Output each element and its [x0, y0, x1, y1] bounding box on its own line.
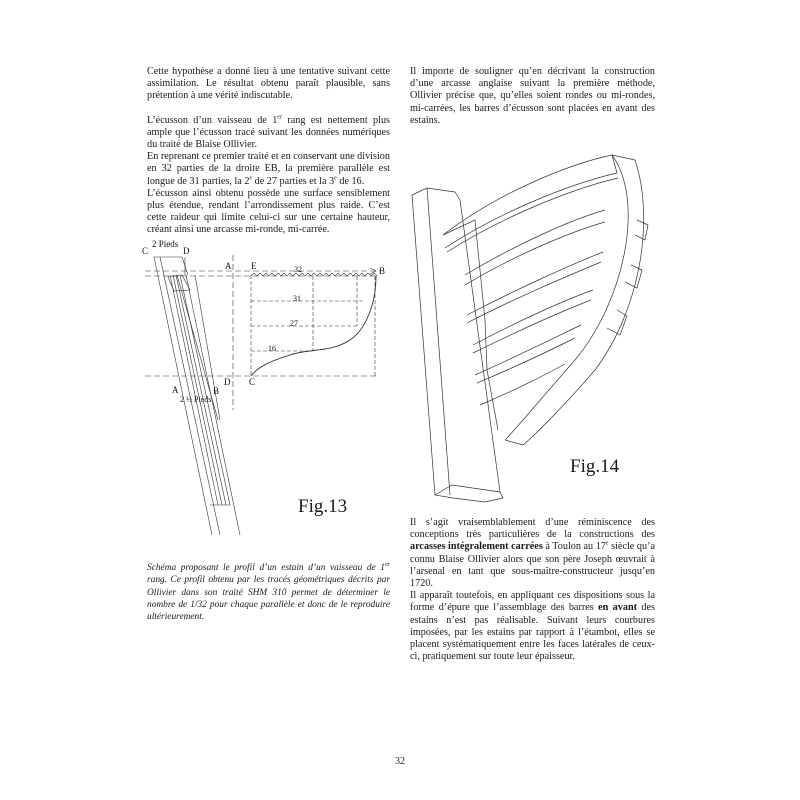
paragraph: Il apparaît toutefois, en appliquant ces dispositions sous la forme d’épure que l’assemblage des barres en avant des estains n’est pas réalisable. Suivant leurs courbures imposées, par les estains par rapport à l’étambot, elles se placent systématiquement entre les faces latérales de ceux-ci, pratiquement sur toute leur épaisseur. [410, 590, 655, 663]
paragraph: Cette hypothèse a donné lieu à une tentative suivant cette assimilation. Le résultat obtenu paraît plausible, sans prétention à une vérité indiscutable. [147, 66, 390, 102]
svg-text:32: 32 [294, 265, 302, 274]
svg-text:2 Pieds: 2 Pieds [152, 239, 179, 249]
left-column-text [147, 66, 390, 237]
right-column-text-top [410, 66, 655, 127]
svg-text:27: 27 [290, 319, 298, 328]
paragraph: Il s’agit vraisemblablement d’une réminiscence des conceptions très particulières de la constructions des arcasses intégralement carrées à Toulon au 17e siècle qu’a connu Blaise Ollivier alors que son père Joseph œuvrait à l’arsenal en tant que sous-maître-constructeur jusqu’en 1720. [410, 517, 655, 590]
svg-text:D: D [183, 246, 190, 256]
paragraph: L’écusson ainsi obtenu possède une surface sensiblement plus étendue, rendant l’arrondissement plus raide. C’est cette raideur qui limite celui-ci sur une certaine hauteur, créant ainsi une arcasse mi-ronde, mi-carrée. [147, 187, 390, 236]
svg-text:B: B [213, 386, 220, 396]
fig14-diagram [405, 140, 660, 510]
svg-text:A: A [172, 385, 179, 395]
fig13-title: Fig.13 [298, 496, 348, 517]
paragraph: En reprenant ce premier traité et en conservant une division en 32 parties de la droite EB, la première parallèle est longue de 31 parties, la 2e de 27 parties et la 3e de 16. [147, 151, 390, 187]
svg-text:A: A [225, 261, 232, 271]
page-number: 32 [395, 756, 405, 767]
fig13-caption: Schéma proposant le profil d’un estain d’un vaisseau de 1er rang. Ce profil obtenu par les tracés géométriques décrits par Ollivier dans son traité SHM 310 permet de déterminer le nombre de 1/32 pour chaque parallèle et donc de le reproduire ultérieurement. [147, 561, 390, 623]
paragraph: L’écusson d’un vaisseau de 1er rang est nettement plus ample que l’écusson tracé suivant les données numériques du traité de Blaise Ollivier. [147, 114, 390, 151]
right-column-text-bottom [410, 517, 655, 663]
paragraph: Il importe de souligner qu’en décrivant la construction d’une arcasse anglaise suivant la première méthode, Ollivier précise que, qu’elles soient rondes ou mi-rondes, mi-carrées, les barres d’écusson sont placées en avant des estains. [410, 66, 655, 126]
svg-text:31: 31 [293, 294, 301, 303]
svg-text:B: B [379, 266, 386, 276]
svg-text:E: E [251, 261, 257, 271]
svg-text:2 ½ Pieds: 2 ½ Pieds [180, 395, 212, 404]
svg-text:C: C [142, 246, 149, 256]
fig13-diagram [140, 235, 400, 535]
svg-text:16: 16 [268, 344, 276, 353]
fig14-title: Fig.14 [570, 456, 620, 477]
svg-text:D: D [224, 377, 231, 387]
svg-text:C: C [249, 377, 256, 387]
